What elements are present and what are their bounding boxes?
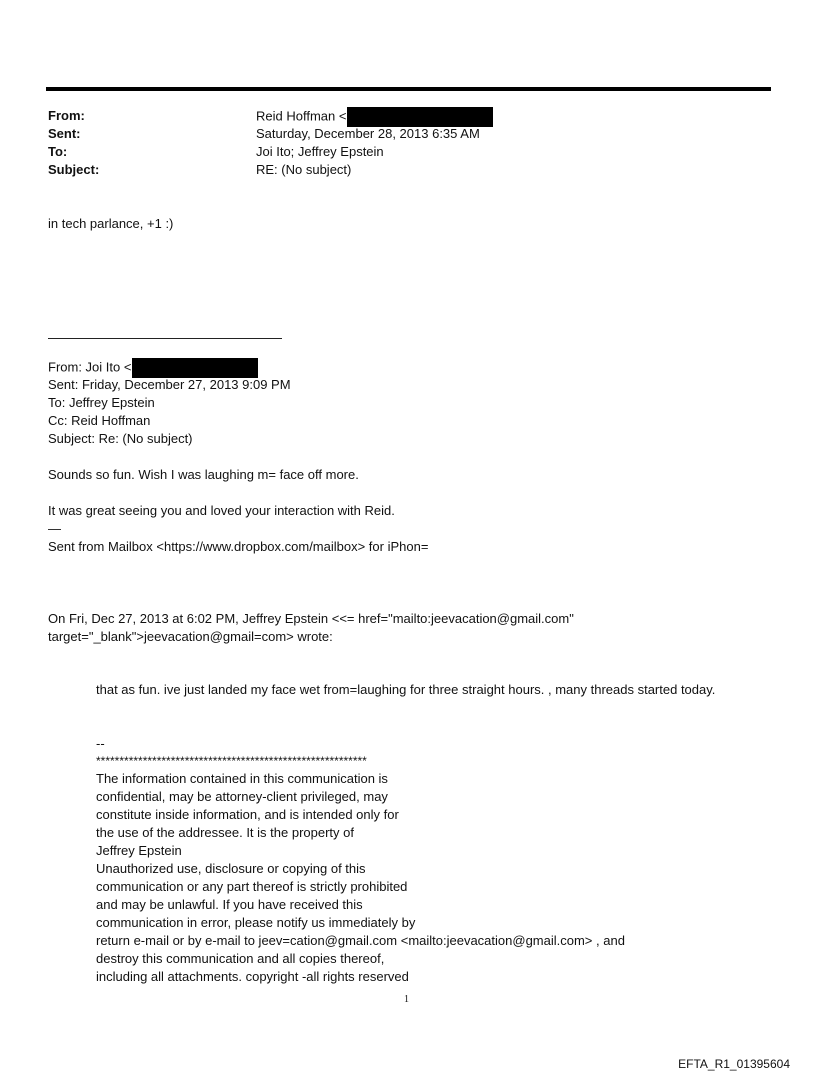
redaction-box — [132, 358, 258, 378]
quoted-cc: Cc: Reid Hoffman — [48, 413, 151, 428]
page-number: 1 — [404, 994, 409, 1005]
sig-line: return e-mail or by e-mail to jeev=cation@gmail.com <mailto:jeevacation@gmail.com> , and — [96, 933, 625, 948]
quoted-line-2: It was great seeing you and loved your interaction with Reid. — [48, 503, 395, 518]
quoted-subject: Subject: Re: (No subject) — [48, 431, 193, 446]
to-value: Joi Ito; Jeffrey Epstein — [256, 144, 384, 159]
on-wrote-line-2: target="_blank">jeevacation@gmail=com> wrote: — [48, 629, 333, 644]
sig-dashes: -- — [96, 736, 105, 751]
subject-label: Subject: — [48, 162, 100, 177]
from-sender: Reid Hoffman < — [256, 108, 347, 124]
redaction-box — [347, 107, 493, 127]
sig-line: The information contained in this communication is — [96, 771, 388, 786]
quoted-to: To: Jeffrey Epstein — [48, 395, 155, 410]
quoted-from — [48, 358, 258, 378]
sig-line: Unauthorized use, disclosure or copying of this — [96, 861, 366, 876]
header-rule — [46, 87, 771, 91]
from-value — [256, 107, 493, 127]
sig-line: including all attachments. copyright -all rights reserved — [96, 969, 409, 984]
sig-line: Jeffrey Epstein — [96, 843, 182, 858]
from-label: From: — [48, 108, 85, 123]
sig-stars: ********************************************************** — [96, 754, 367, 768]
sig-line: the use of the addressee. It is the property of — [96, 825, 354, 840]
quoted-sent: Sent: Friday, December 27, 2013 9:09 PM — [48, 377, 291, 392]
quoted-dash: — — [48, 521, 61, 536]
sent-label: Sent: — [48, 126, 81, 141]
document-id: EFTA_R1_01395604 — [678, 1057, 790, 1071]
sig-line: communication or any part thereof is strictly prohibited — [96, 879, 408, 894]
sig-line: and may be unlawful. If you have received this — [96, 897, 363, 912]
sig-line: constitute inside information, and is intended only for — [96, 807, 399, 822]
on-wrote-line-1: On Fri, Dec 27, 2013 at 6:02 PM, Jeffrey Epstein <<= href="mailto:jeevacation@gmail.com" — [48, 611, 574, 626]
quoted-line-1: Sounds so fun. Wish I was laughing m= face off more. — [48, 467, 359, 482]
reply-body: in tech parlance, +1 :) — [48, 216, 174, 231]
to-label: To: — [48, 144, 68, 159]
sig-line: confidential, may be attorney-client privileged, may — [96, 789, 388, 804]
sig-line: destroy this communication and all copies thereof, — [96, 951, 385, 966]
subject-value: RE: (No subject) — [256, 162, 352, 177]
sig-line: communication in error, please notify us immediately by — [96, 915, 416, 930]
quoted-from-text: From: Joi Ito < — [48, 359, 132, 375]
mailbox-signature: Sent from Mailbox <https://www.dropbox.com/mailbox> for iPhon= — [48, 539, 429, 554]
epstein-message: that as fun. ive just landed my face wet from=laughing for three straight hours. , many threads started today. — [96, 682, 716, 697]
quote-separator — [48, 338, 282, 339]
sent-value: Saturday, December 28, 2013 6:35 AM — [256, 126, 480, 141]
